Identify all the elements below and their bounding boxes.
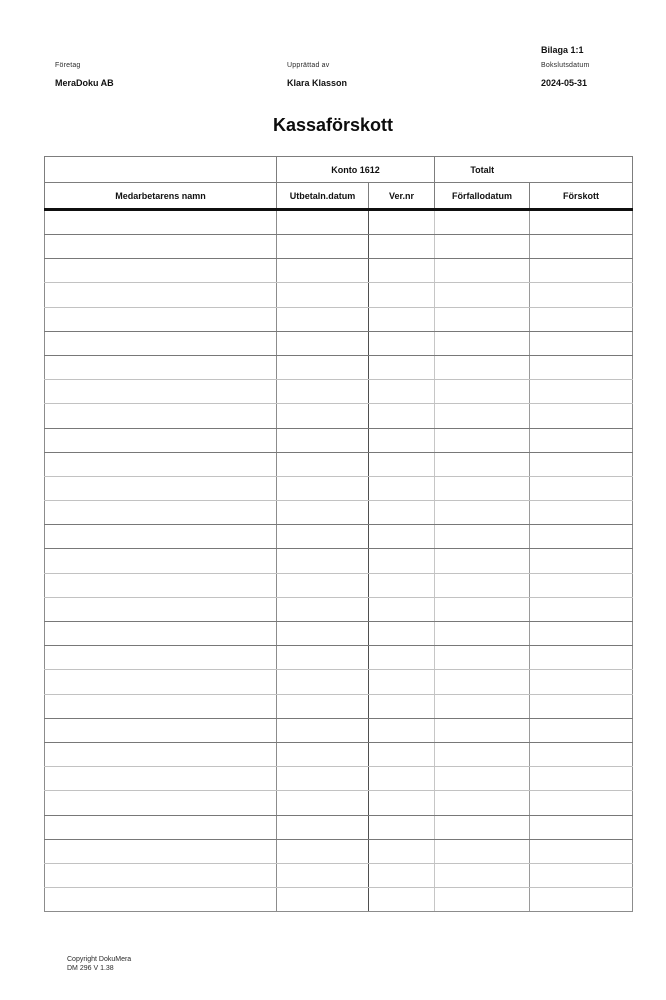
table-cell — [530, 622, 633, 646]
table-cell — [530, 210, 633, 235]
table-cell — [277, 452, 369, 476]
table-cell — [277, 815, 369, 839]
table-row — [45, 331, 633, 355]
table-cell — [435, 283, 530, 307]
table-cell — [435, 307, 530, 331]
company-field — [55, 62, 114, 88]
table-cell — [435, 646, 530, 670]
table-cell — [45, 476, 277, 500]
table-cell — [435, 355, 530, 379]
table-cell — [45, 283, 277, 307]
table-cell — [435, 767, 530, 791]
group-blank-right-cell — [530, 157, 633, 183]
table-row — [45, 283, 633, 307]
column-header-due-date: Förfallodatum — [435, 183, 530, 210]
table-row — [45, 210, 633, 235]
table-cell — [530, 718, 633, 742]
table-cell — [369, 235, 435, 259]
table-cell — [369, 791, 435, 815]
table-cell — [277, 355, 369, 379]
table-cell — [369, 767, 435, 791]
table-cell — [369, 210, 435, 235]
table-header — [45, 157, 633, 210]
table-cell — [369, 573, 435, 597]
table-row — [45, 549, 633, 573]
table-cell — [277, 210, 369, 235]
table-cell — [45, 573, 277, 597]
table-row — [45, 307, 633, 331]
table-cell — [435, 235, 530, 259]
table-row — [45, 235, 633, 259]
table-row — [45, 428, 633, 452]
table-cell — [45, 525, 277, 549]
table-cell — [530, 742, 633, 766]
table-cell — [530, 331, 633, 355]
table-cell — [277, 428, 369, 452]
table-cell — [369, 452, 435, 476]
table-row — [45, 888, 633, 912]
table-cell — [530, 307, 633, 331]
column-header-advance: Förskott — [530, 183, 633, 210]
table-cell — [369, 888, 435, 912]
table-cell — [45, 791, 277, 815]
closing-date-label: Bokslutsdatum — [541, 62, 590, 69]
table-cell — [45, 380, 277, 404]
table-cell — [530, 815, 633, 839]
table-cell — [435, 718, 530, 742]
table-cell — [45, 622, 277, 646]
table-cell — [369, 742, 435, 766]
table-cell — [435, 380, 530, 404]
table-row — [45, 791, 633, 815]
table-cell — [277, 476, 369, 500]
table-cell — [45, 839, 277, 863]
table-row — [45, 573, 633, 597]
closing-date-value: 2024-05-31 — [541, 78, 588, 88]
table-row — [45, 259, 633, 283]
table-cell — [369, 549, 435, 573]
table-cell — [45, 210, 277, 235]
table-cell — [369, 476, 435, 500]
table-cell — [530, 863, 633, 887]
table-cell — [369, 428, 435, 452]
table-cell — [45, 670, 277, 694]
table-cell — [530, 549, 633, 573]
table-cell — [530, 888, 633, 912]
table-cell — [277, 501, 369, 525]
column-header-row — [45, 183, 633, 210]
table-cell — [277, 380, 369, 404]
table-cell — [277, 767, 369, 791]
table-row — [45, 863, 633, 887]
table-cell — [277, 742, 369, 766]
table-row — [45, 525, 633, 549]
table-cell — [530, 476, 633, 500]
table-cell — [435, 622, 530, 646]
table-cell — [369, 839, 435, 863]
table-cell — [530, 235, 633, 259]
table-row — [45, 404, 633, 428]
closing-date-field — [541, 62, 590, 88]
table-cell — [277, 888, 369, 912]
table-cell — [277, 646, 369, 670]
table-cell — [277, 839, 369, 863]
page-title: Kassaförskott — [272, 115, 394, 135]
table-cell — [369, 694, 435, 718]
table-cell — [435, 476, 530, 500]
table-cell — [435, 331, 530, 355]
table-row — [45, 452, 633, 476]
table-cell — [435, 549, 530, 573]
column-header-name: Medarbetarens namn — [45, 183, 277, 210]
table-cell — [530, 670, 633, 694]
table-cell — [435, 888, 530, 912]
table-row — [45, 718, 633, 742]
table-cell — [435, 742, 530, 766]
table-cell — [369, 259, 435, 283]
table-cell — [530, 355, 633, 379]
table-cell — [45, 307, 277, 331]
group-header-row — [45, 157, 633, 183]
company-label: Företag — [55, 62, 81, 69]
table-row — [45, 597, 633, 621]
table-cell — [45, 888, 277, 912]
table-cell — [277, 622, 369, 646]
table-cell — [277, 307, 369, 331]
table-cell — [45, 452, 277, 476]
table-cell — [369, 670, 435, 694]
table-cell — [369, 355, 435, 379]
table-cell — [277, 525, 369, 549]
table-row — [45, 767, 633, 791]
table-cell — [530, 646, 633, 670]
table-cell — [435, 863, 530, 887]
table-cell — [45, 646, 277, 670]
table-row — [45, 622, 633, 646]
table-row — [45, 476, 633, 500]
table-row — [45, 646, 633, 670]
table-row — [45, 742, 633, 766]
table-cell — [369, 283, 435, 307]
table-cell — [530, 573, 633, 597]
prepared-by-value: Klara Klasson — [287, 78, 348, 88]
table-cell — [435, 501, 530, 525]
table-body — [45, 210, 633, 912]
table-cell — [530, 380, 633, 404]
table-cell — [45, 549, 277, 573]
group-blank-cell — [45, 157, 277, 183]
table-cell — [45, 767, 277, 791]
table-cell — [435, 694, 530, 718]
table-cell — [530, 791, 633, 815]
table-cell — [277, 863, 369, 887]
table-cell — [530, 597, 633, 621]
table-cell — [369, 307, 435, 331]
table-cell — [530, 694, 633, 718]
table-row — [45, 501, 633, 525]
table-cell — [277, 549, 369, 573]
table-cell — [369, 815, 435, 839]
table-cell — [277, 694, 369, 718]
column-header-payout-date: Utbetaln.datum — [277, 183, 369, 210]
table-cell — [435, 210, 530, 235]
table-cell — [369, 380, 435, 404]
table-cell — [530, 259, 633, 283]
table-cell — [45, 235, 277, 259]
table-cell — [45, 742, 277, 766]
table-cell — [530, 404, 633, 428]
table-cell — [45, 404, 277, 428]
table-cell — [435, 670, 530, 694]
table-cell — [45, 863, 277, 887]
table-row — [45, 380, 633, 404]
table-cell — [45, 815, 277, 839]
table-cell — [277, 259, 369, 283]
table-cell — [277, 791, 369, 815]
table-cell — [45, 331, 277, 355]
table-cell — [530, 452, 633, 476]
table-row — [45, 355, 633, 379]
table-cell — [277, 573, 369, 597]
footer-copyright: Copyright DokuMera — [67, 956, 132, 963]
prepared-by-field — [287, 62, 347, 88]
table-cell — [369, 597, 435, 621]
table-row — [45, 815, 633, 839]
table-cell — [530, 767, 633, 791]
table-cell — [435, 573, 530, 597]
table-cell — [277, 331, 369, 355]
table-cell — [530, 839, 633, 863]
table-cell — [435, 452, 530, 476]
table-cell — [369, 501, 435, 525]
table-cell — [45, 501, 277, 525]
prepared-by-label: Upprättad av — [287, 62, 330, 69]
table-cell — [435, 791, 530, 815]
table-cell — [435, 839, 530, 863]
table-cell — [369, 863, 435, 887]
table-cell — [45, 597, 277, 621]
table-cell — [530, 428, 633, 452]
table-cell — [530, 525, 633, 549]
table-cell — [435, 597, 530, 621]
table-cell — [45, 718, 277, 742]
column-header-verification-number: Ver.nr — [369, 183, 435, 210]
attachment-label: Bilaga 1:1 — [541, 45, 584, 55]
group-totalt-cell: Totalt — [435, 157, 530, 183]
table-cell — [369, 718, 435, 742]
table-row — [45, 839, 633, 863]
table-cell — [369, 331, 435, 355]
table-cell — [277, 404, 369, 428]
page-footer — [67, 955, 131, 973]
table-cell — [435, 404, 530, 428]
table-cell — [45, 694, 277, 718]
footer-doc-id: DM 296 V 1.38 — [67, 965, 114, 972]
table-cell — [45, 428, 277, 452]
cash-advance-table — [44, 156, 633, 912]
table-cell — [277, 718, 369, 742]
table-cell — [435, 259, 530, 283]
table-row — [45, 670, 633, 694]
table-cell — [277, 235, 369, 259]
table-cell — [369, 622, 435, 646]
table-cell — [277, 597, 369, 621]
table-cell — [369, 404, 435, 428]
table-cell — [369, 525, 435, 549]
table-cell — [277, 283, 369, 307]
table-cell — [435, 525, 530, 549]
table-cell — [530, 283, 633, 307]
group-konto-cell: Konto 1612 — [277, 157, 435, 183]
table-cell — [277, 670, 369, 694]
table-cell — [435, 815, 530, 839]
table-cell — [530, 501, 633, 525]
company-value: MeraDoku AB — [55, 78, 114, 88]
table-cell — [45, 355, 277, 379]
table-cell — [369, 646, 435, 670]
table-cell — [45, 259, 277, 283]
table-cell — [435, 428, 530, 452]
table-row — [45, 694, 633, 718]
